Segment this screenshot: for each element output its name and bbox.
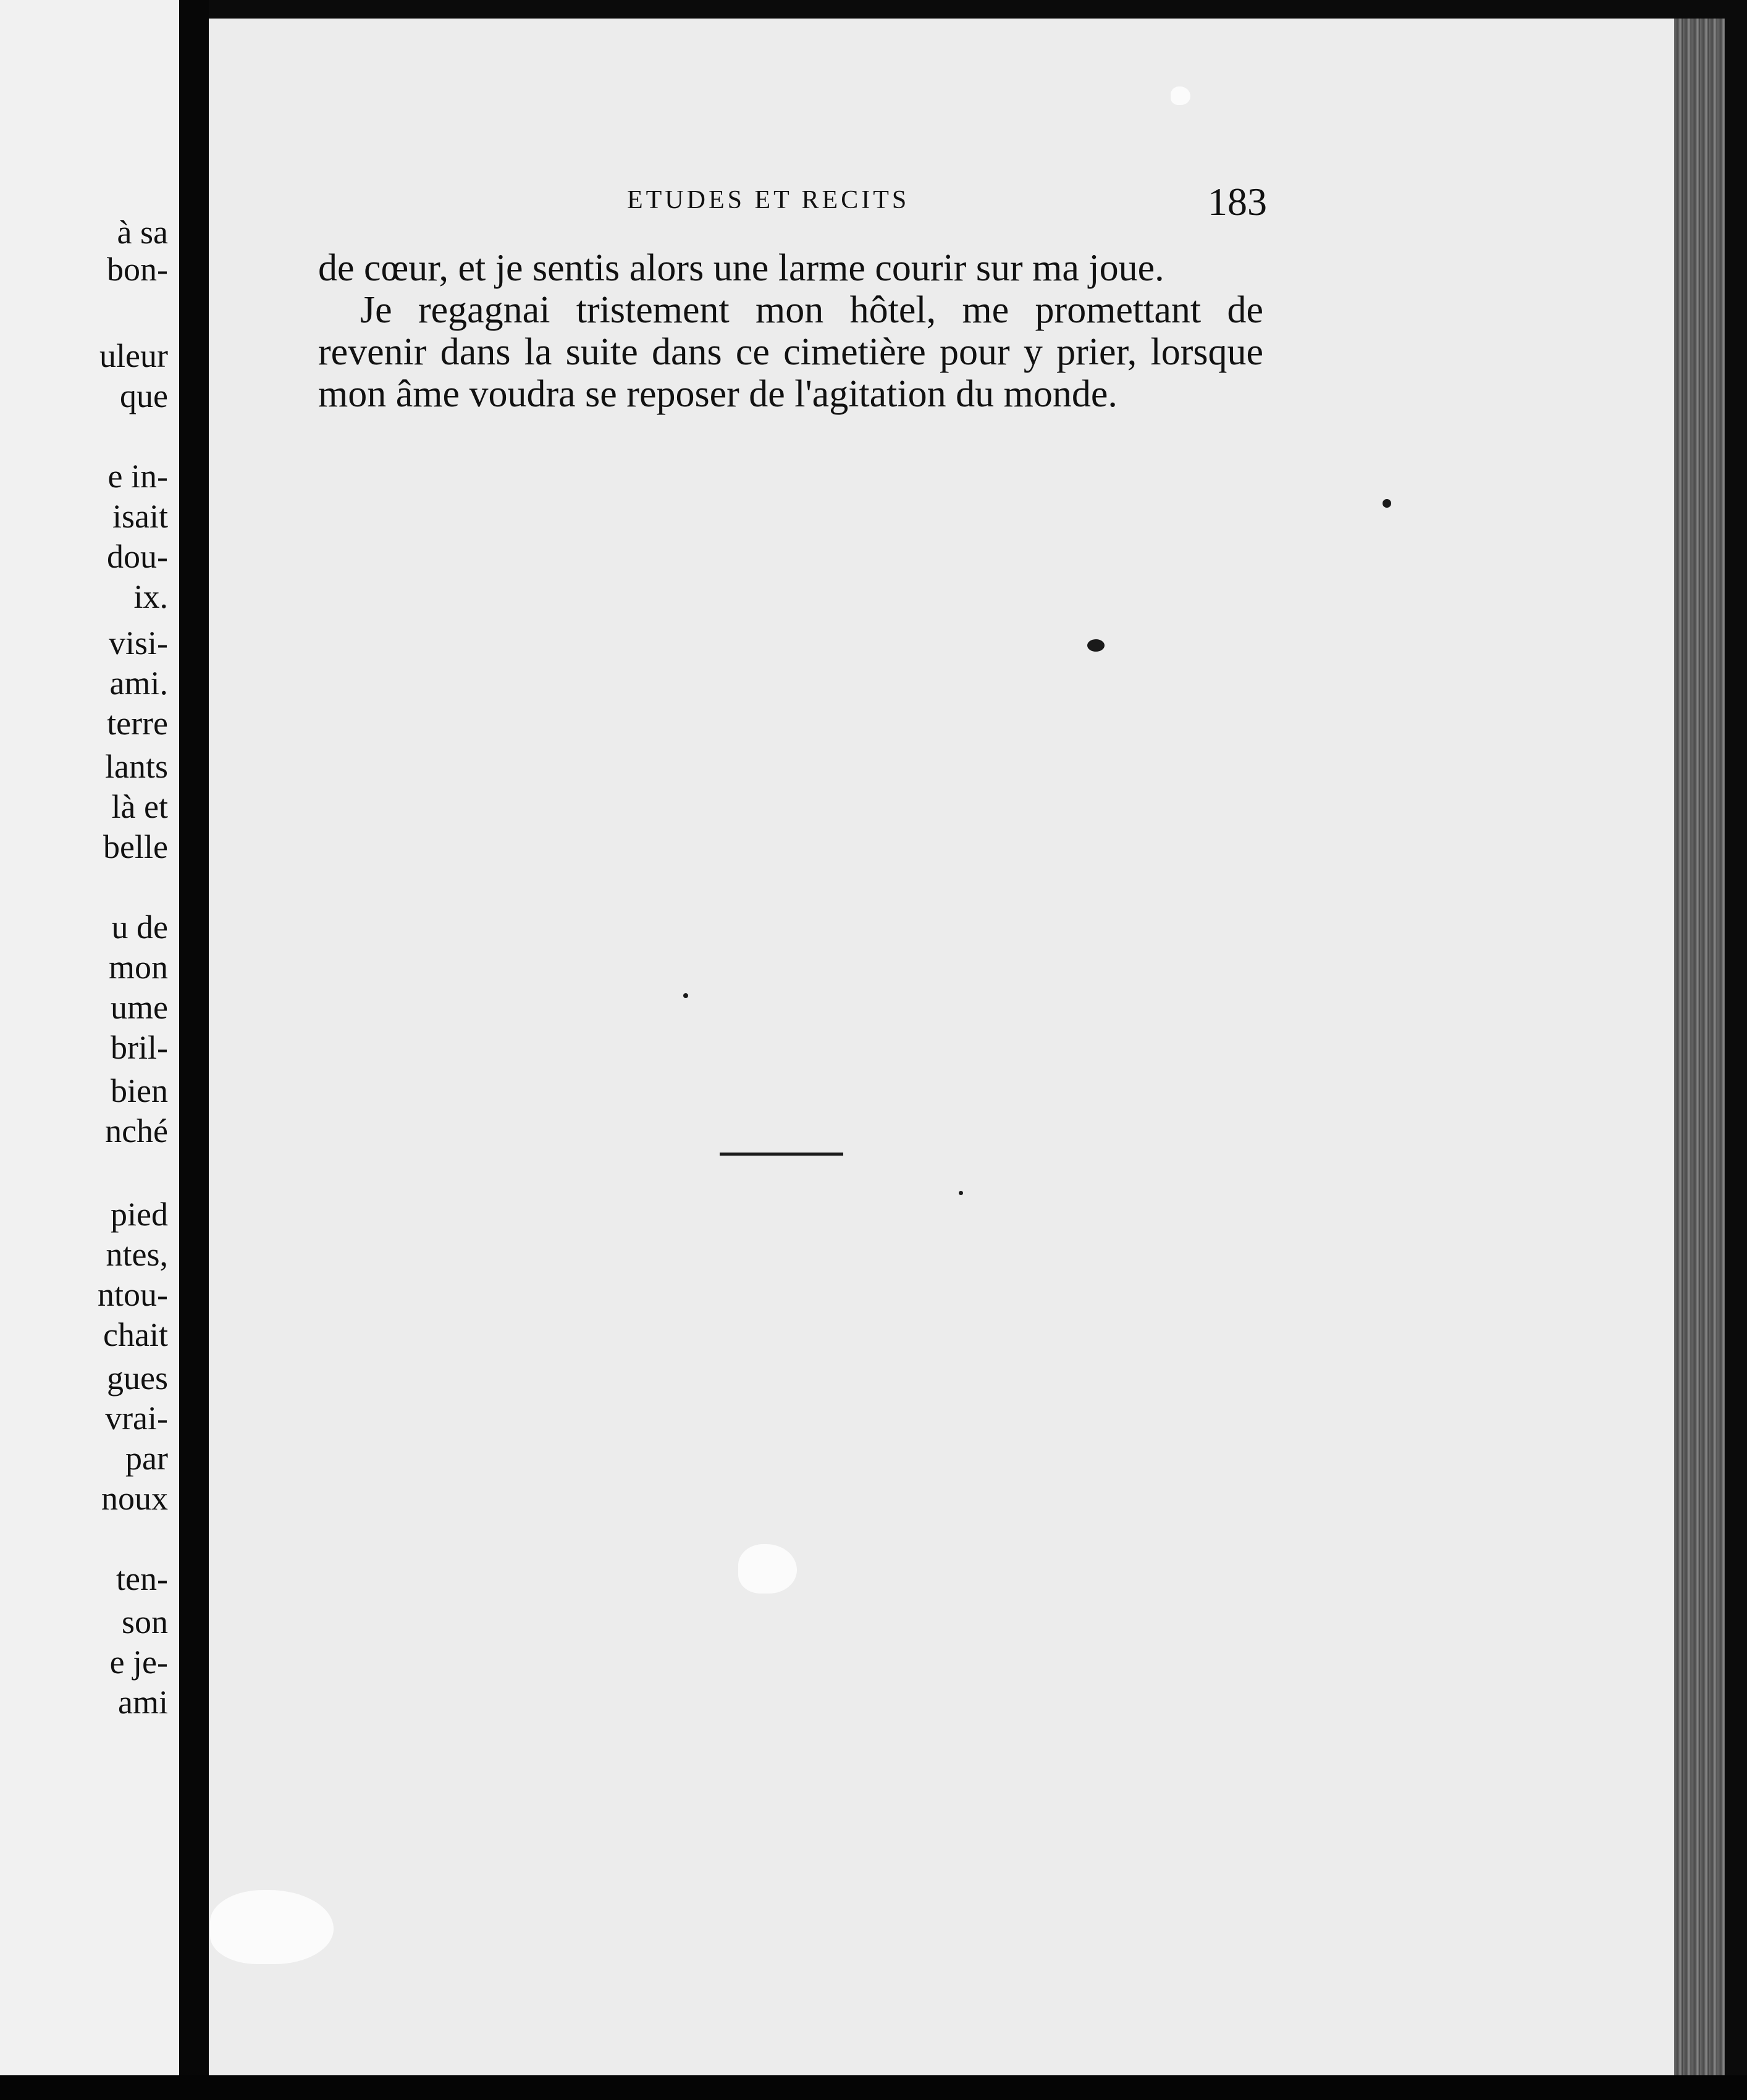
running-head: ETUDES ET RECITS — [627, 186, 910, 214]
facing-page-line: ten- — [116, 1560, 168, 1597]
facing-page-line: que — [120, 377, 168, 414]
facing-page-line: belle — [103, 828, 168, 865]
page-number: 183 — [1208, 180, 1267, 224]
facing-page — [0, 0, 179, 2100]
facing-page-line: bien — [111, 1072, 168, 1109]
facing-page-line: ntou- — [98, 1276, 168, 1313]
facing-page-line: chait — [103, 1316, 168, 1353]
body-text — [318, 247, 1263, 415]
scan-blot — [1171, 86, 1190, 105]
facing-page-line: pied — [111, 1196, 168, 1233]
book-gutter — [179, 0, 209, 2100]
facing-page-line: ix. — [133, 578, 168, 615]
facing-page-line: ami — [118, 1684, 168, 1721]
facing-page-line: lants — [105, 748, 168, 785]
facing-page-line: nché — [105, 1112, 168, 1149]
facing-page-line: terre — [107, 705, 168, 742]
facing-page-line: isait — [112, 498, 168, 535]
facing-page-line: mon — [108, 949, 168, 986]
facing-page-line: e in- — [107, 458, 168, 495]
facing-page-line: à sa — [117, 214, 168, 251]
scan-speck — [683, 993, 688, 998]
facing-page-line: vrai- — [105, 1400, 168, 1437]
facing-page-line: son — [121, 1603, 168, 1640]
facing-page-line: u de — [111, 909, 168, 946]
scan-speck — [1383, 499, 1391, 508]
facing-page-line: visi- — [108, 624, 168, 662]
paragraph-continuation: de cœur, et je sentis alors une larme courir sur ma joue. — [318, 247, 1164, 289]
facing-page-line: noux — [101, 1480, 168, 1517]
page-edges — [1674, 19, 1725, 2075]
facing-page-line: là et — [111, 788, 168, 825]
scan-blot — [210, 1890, 334, 1964]
facing-page-line: e je- — [109, 1644, 168, 1681]
facing-page-line: ami. — [109, 665, 168, 702]
facing-page-line: ntes, — [106, 1236, 168, 1273]
end-rule — [720, 1153, 843, 1156]
scan-blot — [738, 1544, 797, 1594]
facing-page-line: gues — [107, 1359, 168, 1396]
scan-speck — [959, 1191, 963, 1195]
facing-page-line: bril- — [111, 1029, 168, 1066]
facing-page-line: dou- — [107, 538, 168, 575]
scan-speck — [1087, 639, 1105, 652]
scan-border — [0, 2075, 1747, 2100]
facing-page-line: bon- — [107, 251, 168, 288]
paragraph-closing: Je regagnai tristement mon hôtel, me promettant de revenir dans la suite dans ce cimetière pour y prier, lorsque mon âme voudra se reposer de l'agitation du monde. — [318, 289, 1263, 415]
facing-page-line: uleur — [99, 337, 168, 374]
facing-page-line: ume — [111, 989, 168, 1026]
facing-page-line: par — [125, 1440, 168, 1477]
